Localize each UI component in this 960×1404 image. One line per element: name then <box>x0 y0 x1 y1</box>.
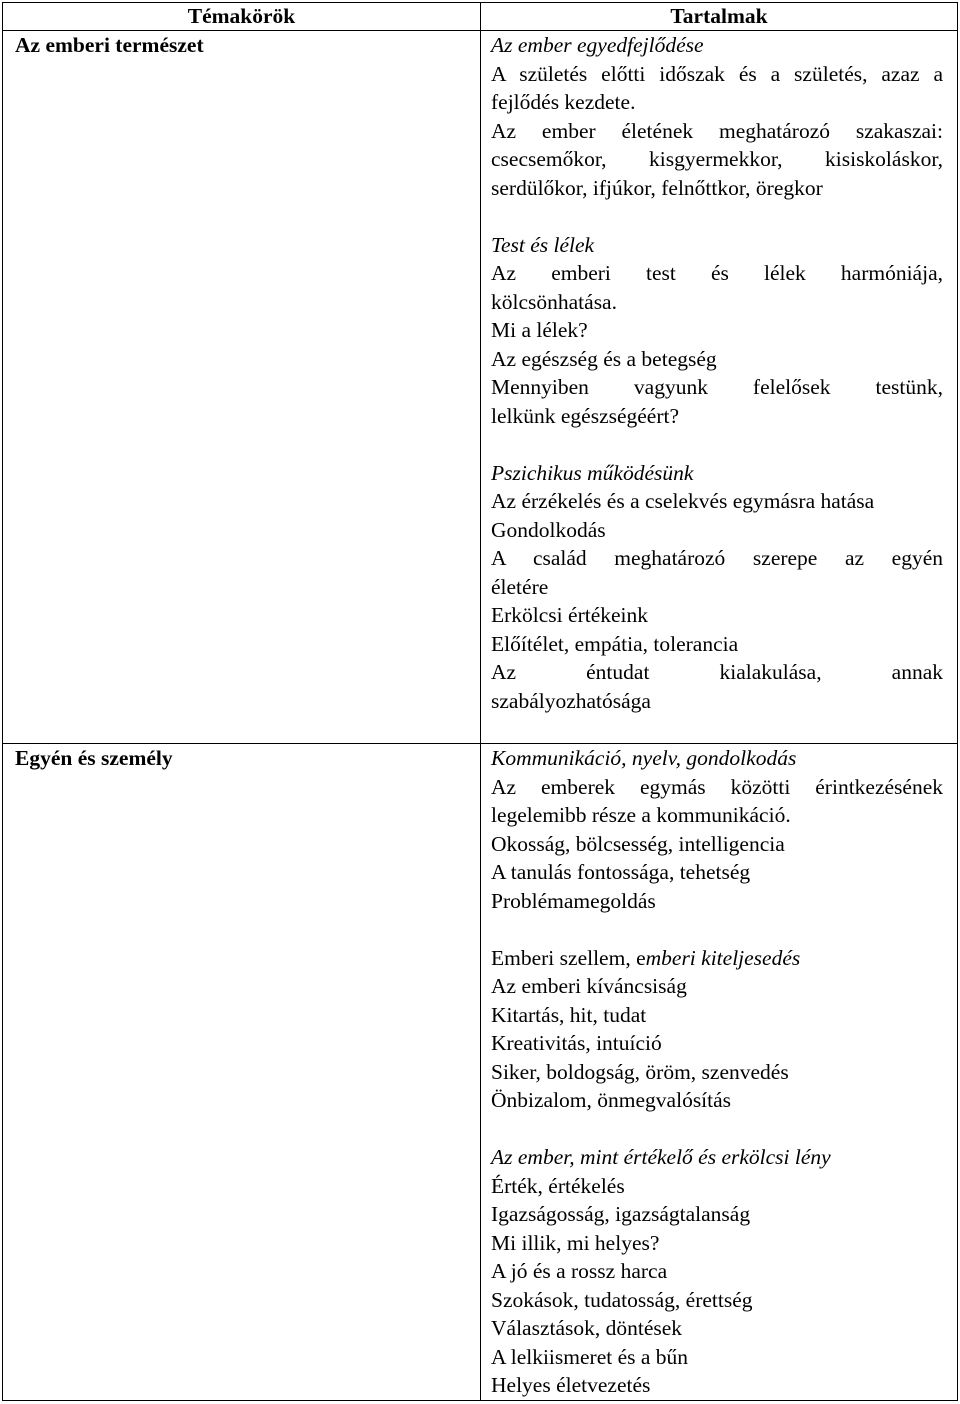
content-line: Siker, boldogság, öröm, szenvedés <box>491 1059 789 1084</box>
content-line: Kitartás, hit, tudat <box>491 1002 647 1027</box>
content-line: Kreativitás, intuíció <box>491 1031 662 1055</box>
topic-label: Egyén és személy <box>15 746 173 770</box>
content-line: Az emberi kíváncsiság <box>491 974 687 998</box>
content-line: legelemibb része a kommunikáció. <box>491 803 791 827</box>
content-line: Helyes életvezetés <box>491 1373 651 1397</box>
table-row <box>3 31 958 744</box>
content-line: életére <box>491 574 549 599</box>
block-title-prefix: Emberi szellem, e <box>491 945 646 970</box>
content-line: serdülőkor, ifjúkor, felnőttkor, öregkor <box>491 175 823 200</box>
content-line: Az ember életének meghatározó szakaszai: <box>491 118 943 143</box>
content-line: Mennyiben vagyunk felelősek testünk, <box>491 375 943 399</box>
content-line: A tanulás fontossága, tehetség <box>491 860 751 884</box>
content-line: lelkünk egészségéért? <box>491 403 680 428</box>
content-block <box>491 744 943 915</box>
content-block <box>491 231 943 431</box>
content-block <box>491 459 943 716</box>
content-line: A lelkiismeret és a bűn <box>491 1344 689 1369</box>
content-block <box>491 944 943 1115</box>
content-line: A születés előtti időszak és a születés, azaz a <box>491 61 943 86</box>
content-line: Az éntudat kialakulása, annak <box>491 660 943 684</box>
block-title: Pszichikus működésünk <box>491 460 694 485</box>
content-line: Az egészség és a betegség <box>491 346 717 371</box>
content-line: Szokások, tudatosság, érettség <box>491 1287 753 1312</box>
topic-cell <box>3 31 481 744</box>
block-title <box>491 944 943 973</box>
content-line: Igazságosság, igazságtalanság <box>491 1202 751 1226</box>
content-line: szabályozhatósága <box>491 688 651 713</box>
topic-cell <box>3 744 481 1401</box>
block-title: Az ember, mint értékelő és erkölcsi lény <box>491 1145 831 1169</box>
content-cell <box>481 31 958 744</box>
content-line: Önbizalom, önmegvalósítás <box>491 1088 732 1112</box>
content-line: Az emberi test és lélek harmóniája, <box>491 261 943 285</box>
block-title: Az ember egyedfejlődése <box>491 33 704 57</box>
content-line: Okosság, bölcsesség, intelligencia <box>491 831 785 856</box>
content-line: Mi a lélek? <box>491 318 588 342</box>
content-line: Érték, értékelés <box>491 1173 625 1198</box>
header-topics: Témakörök <box>3 3 481 31</box>
content-line: Erkölcsi értékeink <box>491 603 649 627</box>
header-contents: Tartalmak <box>481 3 958 31</box>
block-title: Test és lélek <box>491 232 595 257</box>
content-line: A család meghatározó szerepe az egyén <box>491 546 943 570</box>
block-title-italic: mberi kiteljesedés <box>645 945 801 970</box>
content-line: Választások, döntések <box>491 1316 683 1340</box>
content-line: csecsemőkor, kisgyermekkor, kisiskoláskor, <box>491 147 943 171</box>
content-line: fejlődés kezdete. <box>491 90 636 114</box>
content-line: Mi illik, mi helyes? <box>491 1230 660 1255</box>
curriculum-table <box>2 2 958 1401</box>
content-line: Problémamegoldás <box>491 888 656 913</box>
content-line: Gondolkodás <box>491 517 606 542</box>
content-cell <box>481 744 958 1401</box>
block-title: Kommunikáció, nyelv, gondolkodás <box>491 746 797 770</box>
content-line: A jó és a rossz harca <box>491 1259 668 1283</box>
content-block <box>491 31 943 202</box>
table-header-row <box>3 3 958 31</box>
content-block <box>491 1143 943 1400</box>
content-line: Az emberek egymás közötti érintkezésének <box>491 774 943 799</box>
content-line: kölcsönhatása. <box>491 289 617 314</box>
content-line: Az érzékelés és a cselekvés egymásra hatása <box>491 489 875 513</box>
topic-label: Az emberi természet <box>15 33 204 57</box>
table-row <box>3 744 958 1401</box>
content-line: Előítélet, empátia, tolerancia <box>491 631 739 656</box>
